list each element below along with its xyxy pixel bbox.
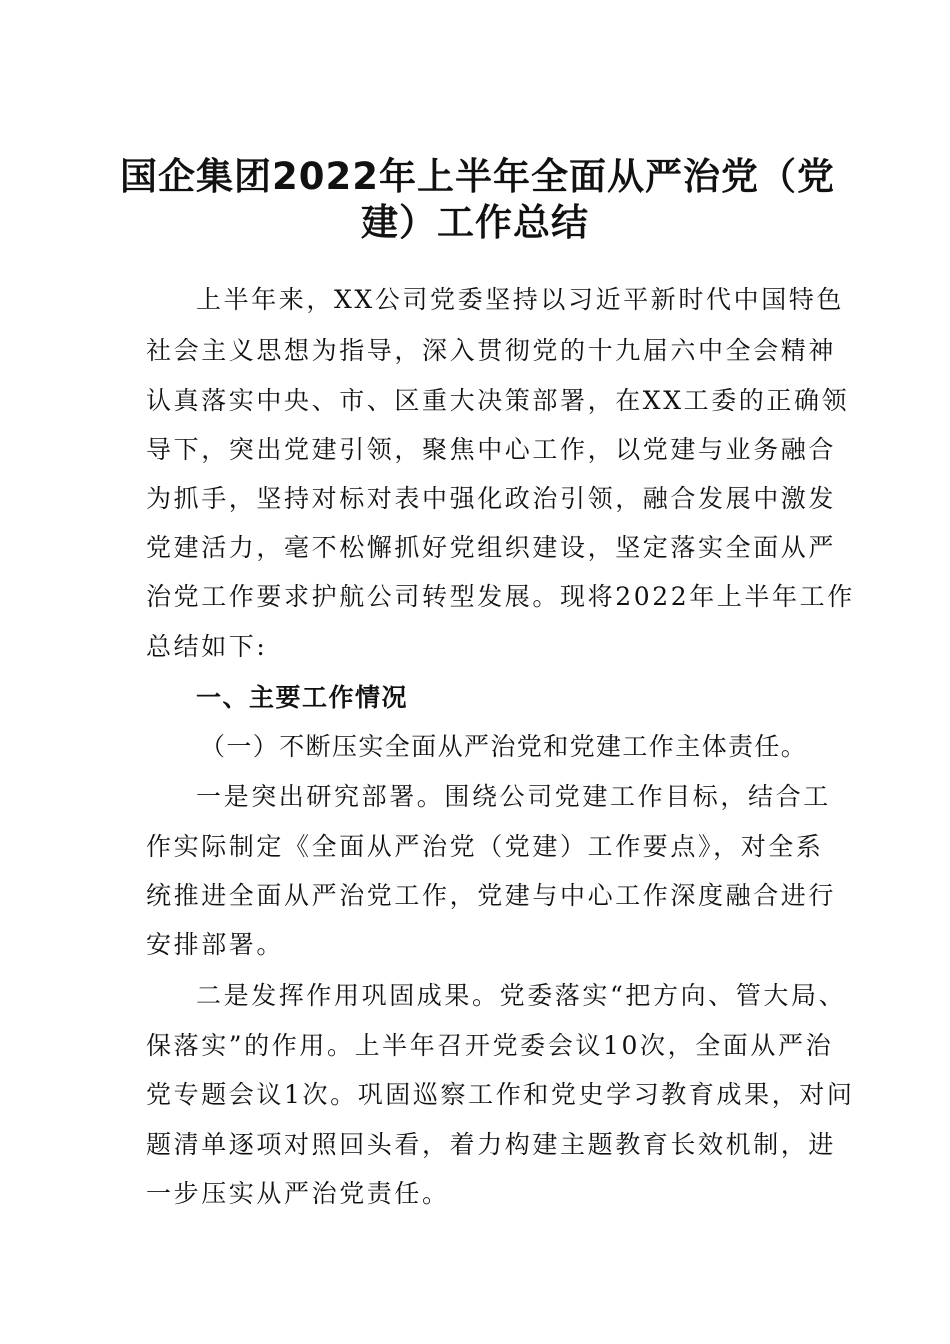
document-title-line-2: 建）工作总结 xyxy=(361,201,589,244)
intro-line-6: 党建活力，毫不松懈抓好党组织建设，坚定落实全面从严 xyxy=(146,533,837,562)
item-2-line-1: 二是发挥作用巩固成果。党委落实“把方向、管大局、 xyxy=(196,981,847,1010)
item-2-line-3: 党专题会议1次。巩固巡察工作和党史学习教育成果，对问 xyxy=(146,1080,855,1109)
intro-line-8: 总结如下: xyxy=(146,632,268,661)
intro-line-4: 导下，突出党建引领，聚焦中心工作，以党建与业务融合 xyxy=(146,435,837,464)
item-1-line-3: 统推进全面从严治党工作，党建与中心工作深度融合进行 xyxy=(146,881,837,910)
intro-line-7: 治党工作要求护航公司转型发展。现将2022年上半年工作 xyxy=(146,582,855,611)
document-title-line-1: 国企集团2022年上半年全面从严治党（党 xyxy=(120,155,835,198)
item-2-line-5: 一步压实从严治党责任。 xyxy=(146,1179,450,1208)
section-heading-main-work: 一、主要工作情况 xyxy=(196,683,409,712)
item-1-line-4: 安排部署。 xyxy=(146,930,285,959)
subsection-heading-1: （一）不断压实全面从严治党和党建工作主体责任。 xyxy=(200,732,808,761)
item-2-line-2: 保落实”的作用。上半年召开党委会议10次，全面从严治 xyxy=(146,1031,834,1060)
intro-line-3: 认真落实中央、市、区重大决策部署，在XX工委的正确领 xyxy=(146,386,850,415)
item-1-line-2: 作实际制定《全面从严治党（党建）工作要点》，对全系 xyxy=(146,832,824,861)
intro-line-2: 社会主义思想为指导，深入贯彻党的十九届六中全会精神 xyxy=(146,336,837,365)
item-1-line-1: 一是突出研究部署。围绕公司党建工作目标，结合工 xyxy=(196,782,831,811)
intro-line-1: 上半年来，XX公司党委坚持以习近平新时代中国特色 xyxy=(196,285,844,314)
intro-line-5: 为抓手，坚持对标对表中强化政治引领，融合发展中激发 xyxy=(146,484,837,513)
item-2-line-4: 题清单逐项对照回头看，着力构建主题教育长效机制，进 xyxy=(146,1130,837,1159)
